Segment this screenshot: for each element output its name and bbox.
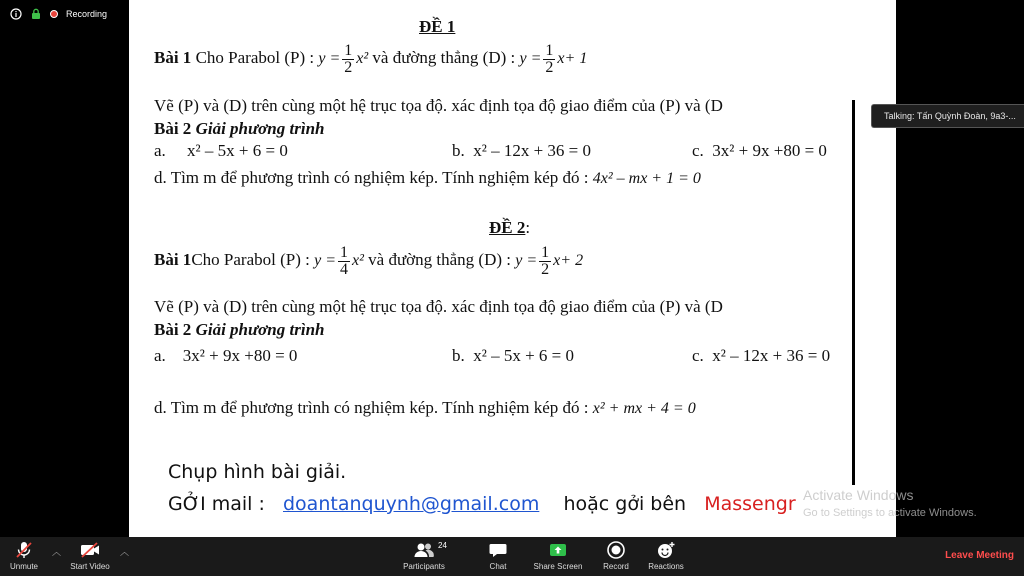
de1-line-eq: y = $\frac{1}{2}$ x+ 1: [519, 42, 588, 76]
de1-bai1-prefix: Bài 1: [154, 48, 192, 68]
de2-line-eq: y = $\frac{1}{2}$ x+ 2: [515, 244, 584, 278]
de1-ve: Vẽ (P) và (D) trên cùng một hệ trục tọa độ. xác định tọa độ giao điểm của (P) và (D: [154, 96, 723, 115]
de1-bai2: Bài 2 Giải phương trình: [154, 119, 325, 138]
record-label: Record: [603, 562, 629, 571]
de1-parabola-eq: y = $\frac{1}{2}$ x²: [318, 42, 369, 76]
de2-bai2: Bài 2 Giải phương trình: [154, 320, 325, 339]
chup-text: Chụp hình bài giải.: [168, 461, 347, 483]
leave-meeting-button[interactable]: Leave Meeting: [945, 550, 1014, 561]
de1-bai1-mid: và đường thẳng (D) :: [372, 48, 520, 68]
messenger-text: Massengr: [704, 493, 796, 515]
share-screen-icon: [548, 540, 568, 560]
lock-icon[interactable]: [30, 8, 42, 20]
de2-a: a. 3x² + 9x +80 = 0: [154, 346, 298, 365]
video-off-icon: [79, 540, 101, 560]
mic-muted-icon: [14, 540, 34, 560]
info-icon[interactable]: [10, 8, 22, 20]
start-video-button[interactable]: [64, 540, 116, 571]
meeting-status: [10, 8, 107, 20]
start-video-label: Start Video: [70, 562, 110, 571]
reactions-label: Reactions: [648, 562, 684, 571]
record-button[interactable]: [598, 540, 634, 571]
chat-label: Chat: [489, 562, 507, 571]
activate-windows-title: Activate Windows: [803, 487, 914, 503]
talking-indicator: Talking: Tấn Quỳnh Đoàn, 9a3-...: [871, 104, 1024, 128]
video-options-chevron-icon[interactable]: ︿: [120, 547, 130, 557]
reactions-button[interactable]: [644, 540, 688, 571]
contact-line: GỞI mail : doantanquynh@gmail.com hoặc gởi bên Massengr: [168, 493, 796, 515]
de1-bai1: [154, 43, 587, 76]
de2-ve: Vẽ (P) và (D) trên cùng một hệ trục tọa độ. xác định tọa độ giao điểm của (P) và (D: [154, 297, 723, 316]
participants-icon: [413, 540, 435, 560]
page-edge-bar: [852, 100, 855, 485]
unmute-label: Unmute: [9, 562, 38, 571]
de1-title: ĐỀ 1: [419, 17, 456, 36]
de2-parabola-eq: y = $\frac{1}{4}$ x²: [314, 244, 364, 278]
de1-d: d. Tìm m để phương trình có nghiệm kép. Tính nghiệm kép đó : 4x² – mx + 1 = 0: [154, 168, 701, 187]
unmute-button[interactable]: [6, 540, 42, 571]
de2-b: b. x² – 5x + 6 = 0: [452, 346, 575, 365]
de2-bai1: Bài 1Cho Parabol (P) : y = $\frac{1}{4}$ x² và đường thẳng (D) : y = $\frac{1}{2}$ x+ 2: [154, 244, 584, 278]
de2-d: d. Tìm m để phương trình có nghiệm kép. Tính nghiệm kép đó : x² + mx + 4 = 0: [154, 398, 696, 417]
share-screen-button[interactable]: [530, 540, 586, 571]
de1-b: b. x² – 12x + 36 = 0: [452, 141, 592, 160]
participants-label: Participants: [403, 562, 445, 571]
shared-document: [129, 0, 896, 537]
share-screen-label: Share Screen: [533, 562, 583, 571]
de2-title: ĐỀ 2:: [489, 218, 531, 237]
participants-count: 24: [438, 541, 447, 550]
de2-c: c. x² – 12x + 36 = 0: [692, 346, 831, 365]
email-link[interactable]: doantanquynh@gmail.com: [283, 493, 540, 515]
meeting-toolbar: [0, 537, 1024, 576]
recording-icon: [50, 10, 58, 18]
reactions-icon: [655, 540, 677, 560]
chat-button[interactable]: [480, 540, 516, 571]
chat-icon: [488, 540, 508, 560]
de1-bai1-text: Cho Parabol (P) :: [191, 48, 319, 68]
activate-windows-subtitle: Go to Settings to activate Windows.: [803, 507, 977, 519]
record-icon: [606, 540, 626, 560]
de1-c: c. 3x² + 9x +80 = 0: [692, 141, 827, 160]
de1-a: a. x² – 5x + 6 = 0: [154, 141, 288, 160]
audio-options-chevron-icon[interactable]: ︿: [52, 547, 62, 557]
recording-label: Recording: [66, 9, 108, 19]
